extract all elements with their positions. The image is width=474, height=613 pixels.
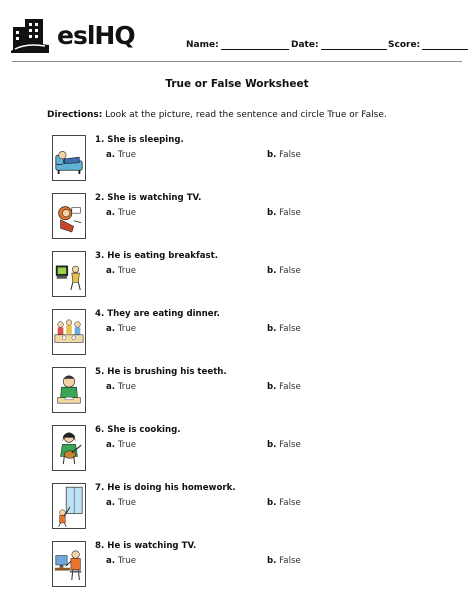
question-6-text: 6. She is cooking. [95, 425, 181, 435]
question-2-option-false[interactable]: b. False [267, 208, 301, 218]
question-7-text: 7. He is doing his homework. [95, 483, 236, 493]
directions [47, 110, 387, 120]
question-2-option-true[interactable]: a. True [106, 208, 137, 218]
directions-text: Look at the picture, read the sentence and circle True or False. [102, 110, 387, 120]
date-label: Date: [291, 40, 319, 50]
sleeping-picture [52, 135, 86, 181]
date-field [291, 40, 387, 50]
question-1-option-true[interactable]: a. True [106, 150, 137, 160]
question-2-text: 2. She is watching TV. [95, 193, 202, 203]
question-4-option-true[interactable]: a. True [106, 324, 137, 334]
question-1-option-false[interactable]: b. False [267, 150, 301, 160]
question-5-option-false[interactable]: b. False [267, 382, 301, 392]
question-5-text: 5. He is brushing his teeth. [95, 367, 227, 377]
name-label: Name: [186, 40, 219, 50]
name-field [186, 40, 289, 50]
question-3-option-true[interactable]: a. True [106, 266, 137, 276]
using-computer-picture [52, 541, 86, 587]
score-blank[interactable] [422, 40, 468, 50]
question-7-option-false[interactable]: b. False [267, 498, 301, 508]
question-7-option-true[interactable]: a. True [106, 498, 137, 508]
question-1-text: 1. She is sleeping. [95, 135, 184, 145]
question-1 [52, 135, 432, 183]
question-4-text: 4. They are eating dinner. [95, 309, 220, 319]
question-8-option-true[interactable]: a. True [106, 556, 137, 566]
eslhq-logo [11, 17, 135, 57]
talking-on-phone-picture [52, 193, 86, 239]
question-6-option-true[interactable]: a. True [106, 440, 137, 450]
question-6 [52, 425, 432, 473]
watching-tv-picture [52, 251, 86, 297]
question-3 [52, 251, 432, 299]
question-8-option-false[interactable]: b. False [267, 556, 301, 566]
family-dinner-picture [52, 309, 86, 355]
worksheet-title: True or False Worksheet [165, 78, 309, 90]
directions-label: Directions: [47, 110, 103, 120]
score-label: Score: [388, 40, 421, 50]
question-2 [52, 193, 432, 241]
playing-guitar-picture [52, 425, 86, 471]
question-5 [52, 367, 432, 415]
question-8 [52, 541, 432, 589]
question-4 [52, 309, 432, 357]
question-3-option-false[interactable]: b. False [267, 266, 301, 276]
name-blank[interactable] [221, 40, 289, 50]
building-logo-icon [11, 17, 51, 53]
question-5-option-true[interactable]: a. True [106, 382, 137, 392]
score-field [388, 40, 468, 50]
question-7 [52, 483, 432, 531]
question-6-option-false[interactable]: b. False [267, 440, 301, 450]
date-blank[interactable] [321, 40, 387, 50]
logo-text: eslHQ [57, 21, 135, 50]
eating-picture [52, 367, 86, 413]
question-3-text: 3. He is eating breakfast. [95, 251, 219, 261]
cleaning-window-picture [52, 483, 86, 529]
header-divider [12, 61, 462, 62]
question-8-text: 8. He is watching TV. [95, 541, 197, 551]
question-4-option-false[interactable]: b. False [267, 324, 301, 334]
